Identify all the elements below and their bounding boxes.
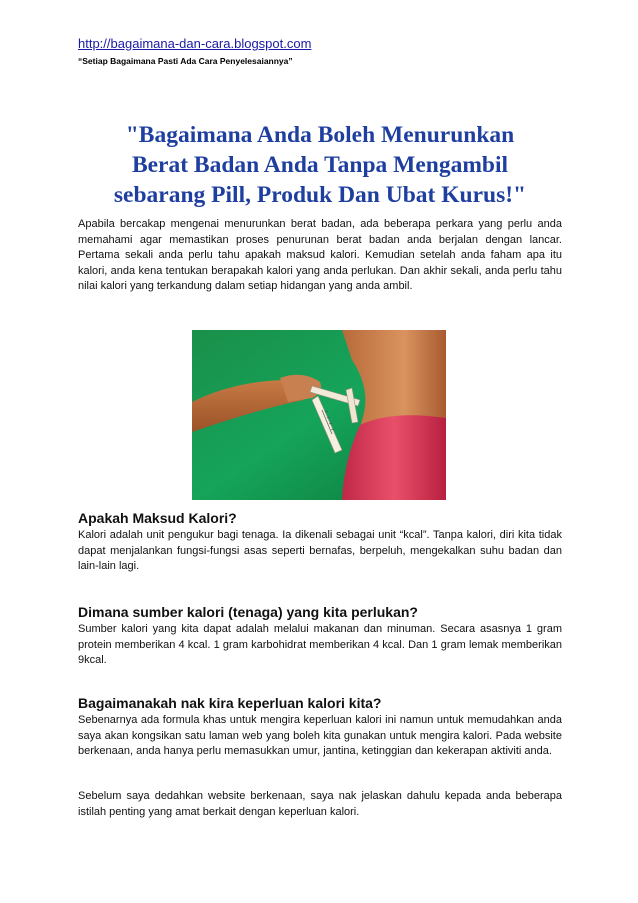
section-heading-kalori: Apakah Maksud Kalori? (78, 510, 237, 526)
header-tagline: “Setiap Bagaimana Pasti Ada Cara Penyelesaiannya” (78, 56, 293, 66)
section-text-kalori: Kalori adalah unit pengukur bagi tenaga. Ia dikenali sebagai unit “kcal”. Tanpa kalori, diri kita tidak dapat menjalankan fungsi-fungsi asas seperti bernafas, berpeluh, mengekalkan suhu badan dan lain-lain lagi. (78, 529, 562, 572)
section-heading-kira: Bagaimanakah nak kira keperluan kalori kita? (78, 695, 382, 711)
section-text-kira-2: Sebelum saya dedahkan website berkenaan, saya nak jelaskan dahulu kepada anda beberapa istilah penting yang amat berkait dengan keperluan kalori. (78, 790, 562, 818)
waist-caliper-photo (192, 330, 446, 500)
section-heading-sumber: Dimana sumber kalori (tenaga) yang kita perlukan? (78, 604, 418, 620)
page-title (78, 120, 562, 210)
section-text-kira: Sebenarnya ada formula khas untuk mengira keperluan kalori ini namun untuk memudahkan anda saya akan kongsikan satu laman web yang boleh kita gunakan untuk mengira kalori. Pada website berkenaan, anda hanya perlu memasukkan umur, jantina, ketinggian dan kekerapan aktiviti anda. (78, 714, 562, 757)
section-text-sumber: Sumber kalori yang kita dapat adalah melalui makanan dan minuman. Secara asasnya 1 gram protein memberikan 4 kcal. 1 gram karbohidrat memberikan 4 kcal. Dan 1 gram lemak memberikan 9kcal. (78, 623, 562, 666)
title-line-3: sebarang Pill, Produk Dan Ubat Kurus!" (113, 182, 527, 208)
header-url-link[interactable]: http://bagaimana-dan-cara.blogspot.com (78, 36, 312, 51)
title-line-1: "Bagaimana Anda Boleh Menurunkan (125, 122, 515, 148)
intro-paragraph: Apabila bercakap mengenai menurunkan berat badan, ada beberapa perkara yang perlu anda memahami agar memastikan proses penurunan berat badan anda berjalan dengan lancar. Pertama sekali anda perlu tahu apakah maksud kalori. Kemudian setelah anda faham apa itu kalori, anda kena tentukan berapakah kalori yang anda perlukan. Dan akhir sekali, anda perlu tahu nilai kalori yang terkandung dalam setiap hidangan yang anda ambil. (78, 218, 562, 292)
title-line-2: Berat Badan Anda Tanpa Mengambil (131, 152, 509, 178)
